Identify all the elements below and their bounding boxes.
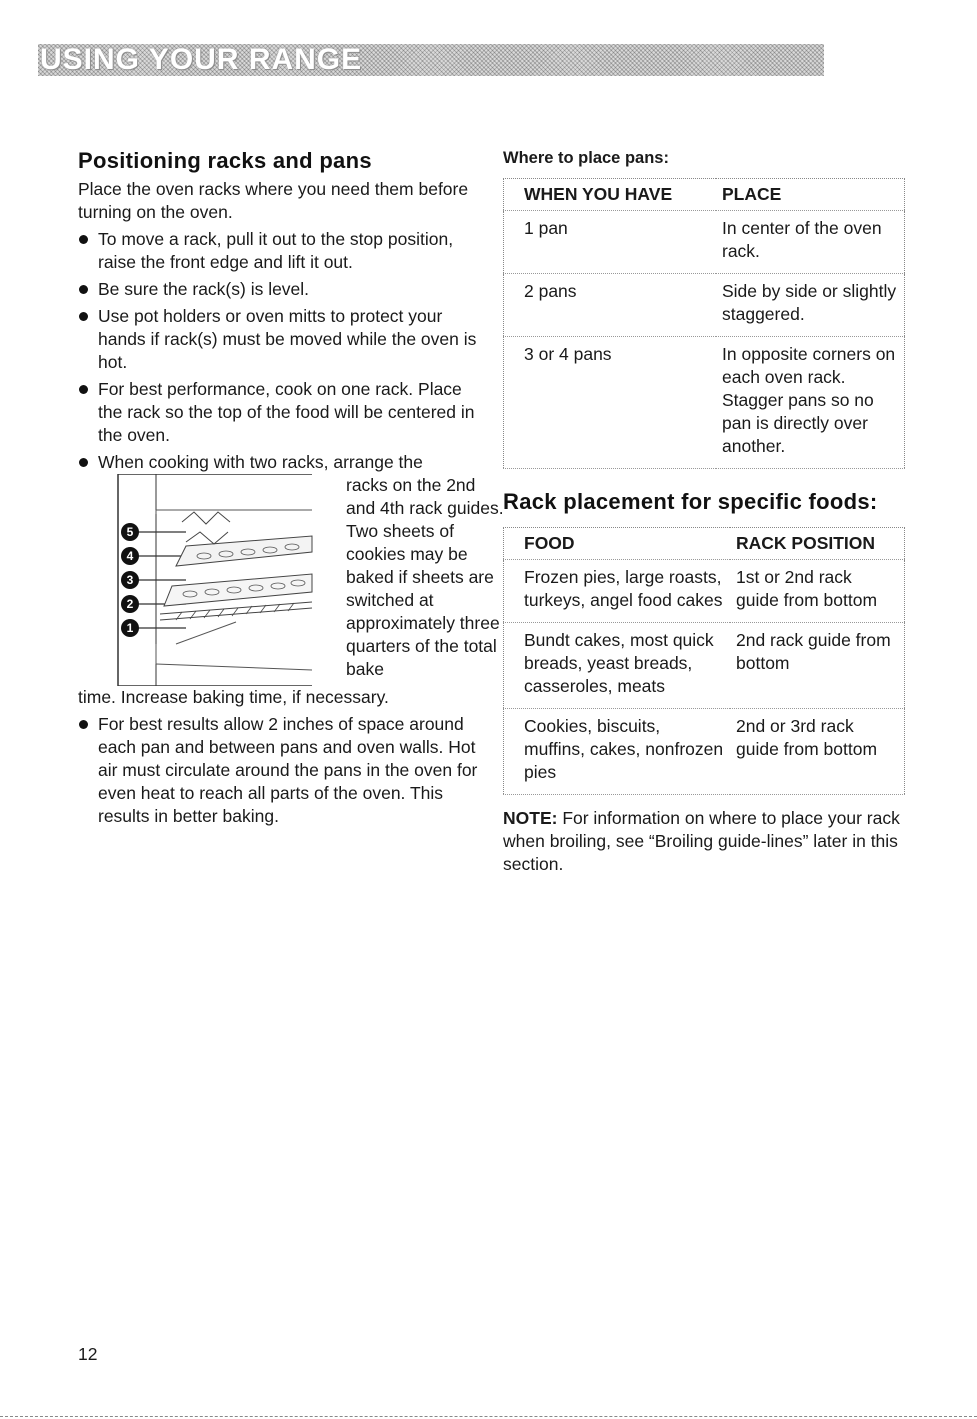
table-row	[504, 337, 905, 469]
table-cell: 3 or 4 pans	[524, 344, 612, 364]
rack-label-5: 5	[126, 525, 134, 539]
rack-label-1: 1	[126, 621, 134, 635]
spacing-bullets	[78, 713, 480, 828]
page-number: 12	[78, 1344, 98, 1364]
table-header: RACK POSITION	[736, 533, 876, 553]
list-item: Use pot holders or oven mitts to protect your hands if rack(s) must be moved while the oven is hot.	[78, 305, 480, 374]
bullet-icon	[79, 720, 88, 729]
table-header: FOOD	[524, 533, 575, 553]
list-item: For best results allow 2 inches of space around each pan and between pans and oven walls. Hot air must circulate around the pans in the oven for even heat to reach all parts of the oven. This results in better baking.	[78, 713, 480, 828]
table-header: PLACE	[722, 184, 782, 204]
table-cell: 2nd rack guide from bottom	[736, 630, 891, 673]
pans-subheading: Where to place pans:	[503, 149, 669, 167]
table-cell: Cookies, biscuits, muffins, cakes, nonfrozen pies	[524, 716, 724, 782]
figure-block	[98, 474, 504, 686]
list-item: To move a rack, pull it out to the stop position, raise the front edge and lift it out.	[78, 228, 480, 274]
pan-placement-table	[503, 178, 905, 469]
bullet-icon	[79, 235, 88, 244]
rack-label-2: 2	[126, 597, 134, 611]
oven-rack-diagram	[86, 474, 324, 686]
table-cell: Side by side or slightly staggered.	[722, 281, 897, 324]
bullet-icon	[79, 285, 88, 294]
table-row	[504, 560, 905, 623]
right-column	[503, 148, 905, 876]
table-cell: Bundt cakes, most quick breads, yeast breads, casseroles, meats	[524, 630, 714, 696]
figure-continuation-text: time. Increase baking time, if necessary.	[78, 687, 389, 707]
rack-placement-heading: Rack placement for specific foods:	[503, 489, 878, 514]
list-item: Be sure the rack(s) is level.	[78, 278, 480, 301]
table-row	[504, 709, 905, 795]
table-row	[504, 211, 905, 274]
rack-label-3: 3	[126, 573, 134, 587]
table-cell: 1 pan	[524, 218, 568, 238]
rack-label-4: 4	[126, 549, 134, 563]
list-item: For best performance, cook on one rack. Place the rack so the top of the food will be centered in the oven.	[78, 378, 480, 447]
section-title: USING YOUR RANGE	[40, 43, 363, 76]
table-cell: 2 pans	[524, 281, 577, 301]
table-cell: Frozen pies, large roasts, turkeys, angel food cakes	[524, 567, 723, 610]
broiling-note	[503, 807, 905, 876]
bottom-divider	[0, 1416, 977, 1417]
table-header-row	[504, 528, 905, 560]
bullet-icon	[79, 312, 88, 321]
food-rack-table	[503, 527, 905, 795]
note-label: NOTE:	[503, 808, 558, 828]
positioning-bullets	[78, 228, 504, 686]
list-item: When cooking with two racks, arrange the 5 4 3 2 1 racks on the 2nd and 4th rack guides. Two sheets of cookies may be baked if sheets are switched at approximately three quarters of the total bake	[78, 451, 480, 686]
table-row	[504, 274, 905, 337]
table-cell: In opposite corners on each oven rack. Stagger pans so no pan is directly over another.	[722, 344, 896, 456]
intro-paragraph: Place the oven racks where you need them before turning on the oven.	[78, 179, 469, 222]
table-cell: In center of the oven rack.	[722, 218, 882, 261]
bullet-icon	[79, 458, 88, 467]
bullet-icon	[79, 385, 88, 394]
positioning-heading: Positioning racks and pans	[78, 148, 372, 173]
table-header: WHEN YOU HAVE	[524, 184, 673, 204]
figure-wrap-text: racks on the 2nd and 4th rack guides. Two sheets of cookies may be baked if sheets are switched at approximately three quarters of the total bake	[346, 475, 504, 679]
table-header-row	[504, 179, 905, 211]
note-text: For information on where to place your rack when broiling, see “Broiling guide-lines” later in this section.	[503, 808, 900, 874]
left-column	[78, 148, 504, 828]
table-cell: 1st or 2nd rack guide from bottom	[736, 567, 878, 610]
table-cell: 2nd or 3rd rack guide from bottom	[736, 716, 878, 759]
table-row	[504, 623, 905, 709]
